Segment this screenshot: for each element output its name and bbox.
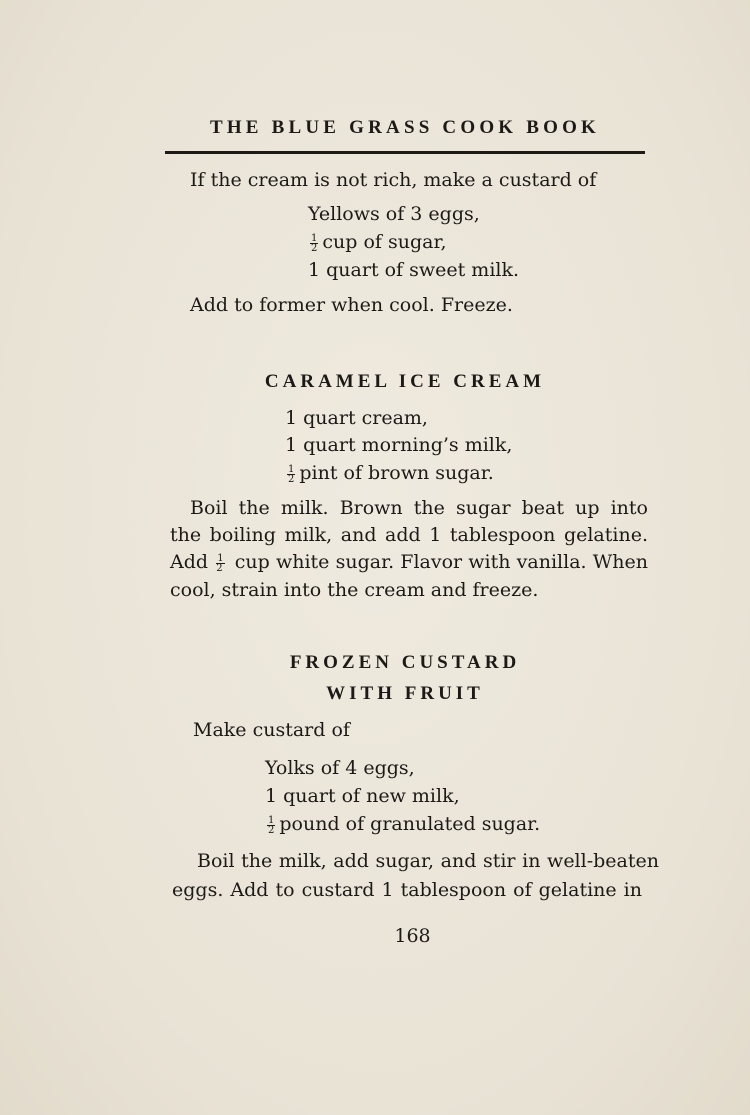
caramel-title: CARAMEL ICE CREAM	[264, 371, 546, 392]
caramel-ingredient-3: $\frac{1}{2}$ pint of brown sugar.	[288, 462, 494, 485]
caramel-ingredient-1: 1 quart cream,	[285, 407, 428, 429]
frozen-ingredient-2: 1 quart of new milk,	[265, 785, 460, 807]
caramel-body-line-4: cool, strain into the cream and freeze.	[170, 579, 539, 601]
frozen-lead: Make custard of	[193, 719, 350, 741]
fraction-half: $\frac{1}{2}$	[216, 553, 224, 574]
fraction-half: $\frac{1}{2}$	[311, 233, 318, 254]
caramel-body-line-1: Boil the milk. Brown the sugar beat up into	[190, 497, 648, 519]
page-number: 168	[394, 925, 431, 947]
fraction-half: $\frac{1}{2}$	[288, 464, 295, 485]
fraction-half: $\frac{1}{2}$	[268, 815, 275, 836]
intro-ingredient-3: 1 quart of sweet milk.	[308, 259, 520, 281]
frozen-ingredient-3: $\frac{1}{2}$ pound of granulated sugar.	[268, 813, 541, 836]
caramel-body-line-3: Add $\frac{1}{2}$ cup white sugar. Flavor with vanilla. When	[170, 551, 648, 574]
frozen-ingredient-1: Yolks of 4 eggs,	[265, 757, 415, 779]
header-rule	[165, 151, 645, 154]
frozen-title-line-2: WITH FRUIT	[326, 683, 484, 704]
caramel-ingredient-2: 1 quart morning’s milk,	[285, 434, 513, 456]
frozen-body-line-2: eggs. Add to custard 1 tablespoon of gelatine in	[172, 879, 642, 901]
frozen-body-line-1: Boil the milk, add sugar, and stir in well-beaten	[197, 850, 659, 872]
intro-lead: If the cream is not rich, make a custard of	[190, 169, 597, 191]
intro-ingredient-2: $\frac{1}{2}$ cup of sugar,	[311, 231, 447, 254]
frozen-title-line-1: FROZEN CUSTARD	[289, 652, 521, 673]
running-head: THE BLUE GRASS COOK BOOK	[209, 117, 601, 138]
intro-ingredient-1: Yellows of 3 eggs,	[308, 203, 480, 225]
caramel-body-line-2: the boiling milk, and add 1 tablespoon gelatine.	[170, 524, 648, 546]
intro-closing: Add to former when cool. Freeze.	[190, 294, 513, 316]
